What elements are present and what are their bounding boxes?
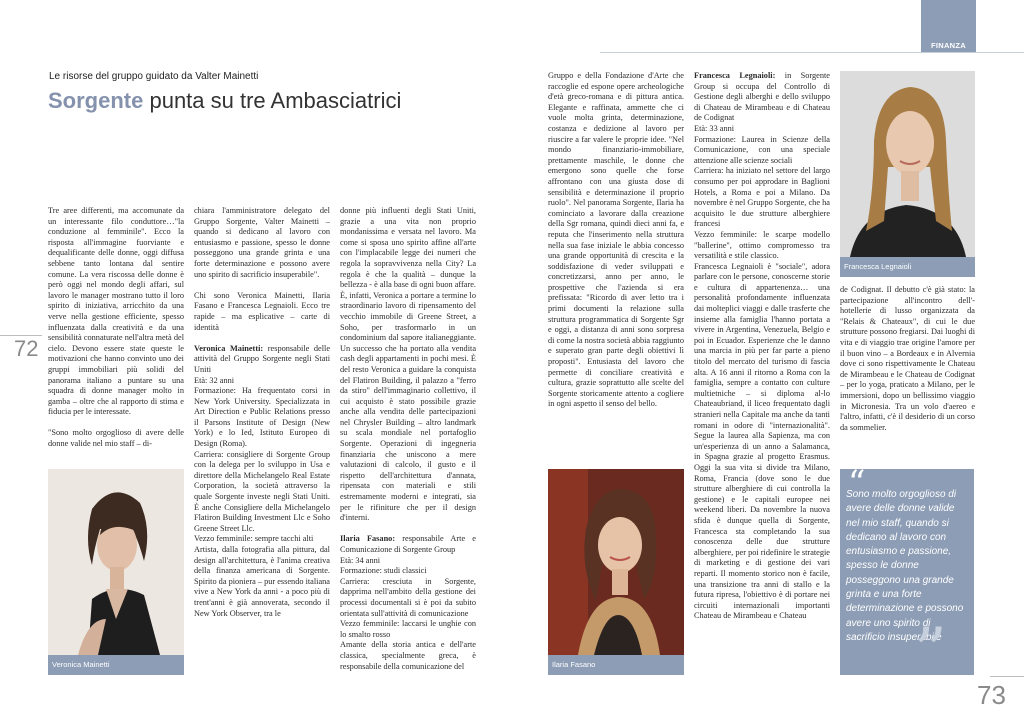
text-column-5 [694,71,830,691]
quote-close-icon: ” [914,615,947,689]
paragraph: donne più influenti degli Stati Uniti, grazie a una vita non proprio mondanissima e versata nel lavoro. Ma come si sposa uno spirito affine all'arte con l'implacabile legge dei numeri che regola la sopravvivenza nella City? La regola è che la qualità – dunque la bellezza - è alla base di ogni buon affare. È, infatti, Veronica a portare a termine lo straordinario lavoro di ripensamento del vecchio immobile di Greene Street, a Soho, per trasformarlo in un condominium dal sapore italianeggiante. Un successo che ha portato alla vendita cash degli appartamenti in pochi mesi. È del resto Veronica a guidare la conquista del Flatiron Building, il palazzo a "ferro da stiro" dell'immaginario collettivo, il cui acquisto è stato possibile grazie anche alla vendita delle partecipazioni nel Chrysler Building – altro landmark su scala mondiale nel portafoglio Sorgente. Operazioni di ingegneria finanziaria che uniscono a mere valutazioni di calcolo, il gusto e il rispetto dell'architettura d'annata, ripensata con materiali e stili estremamente moderni e integrati, sia per le rifiniture che per il design d'interni. [340,206,476,523]
portrait-francesca [840,71,975,257]
paragraph: chiara l'amministratore delegato del Gruppo Sorgente, Valter Mainetti – quando si dedicano al lavoro con entusiasmo e passione, spesso le donne posseggono una grande grinta e una forte determinazione e possono avere uno spirito di sacrificio insuperabile". [194,206,330,279]
photo-ilaria [548,469,684,655]
title-accent: Sorgente [48,88,144,113]
profile-francesca [694,71,830,622]
article-kicker: Le risorse del gruppo guidato da Valter Mainetti [49,71,259,82]
paragraph: "Sono molto orgoglioso di avere delle donne valide nel mio staff – di- [48,428,184,449]
text-column-2 [194,206,330,692]
portrait-ilaria [548,469,684,655]
title-rest: punta su tre Ambasciatrici [143,88,402,113]
photo-veronica [48,469,184,655]
profile-ilaria [340,534,476,672]
paragraph: Chi sono Veronica Mainetti, Ilaria Fasano e Francesca Legnaioli. Ecco tre rapide – ma esplicative – carte di identità [194,290,330,332]
text-column-1 [48,206,184,466]
text-column-4 [548,71,684,459]
photo-francesca [840,71,975,257]
text-column-6 [840,285,975,460]
section-label: FINANZA [930,41,966,50]
profile-text: in Sorgente Group si occupa del Controllo di Gestione degli alberghi e dello sviluppo di Chateau de Mirambeau e di Chateau de Codignat Età: 33 anni Formazione: Laurea in Scienze della Comunicazione, con una speciale attenzione alle scienze sociali Carriera: ha iniziato nel settore del largo consumo per poi approdare in Baglioni Hotels, a Roma e poi a Milano. Da novembre è nel Gruppo Sorgente, che ha acquisito le due strutture alberghiere francesi Vezzo femminile: le scarpe modello "ballerine", ottimo compromesso tra versatilità e stile classico. Francesca Legnaioli è "sociale", adora parlare con le persone, conoscerne storie e cultura di appartenenza… una personalità profondamente influenzata dai molteplici viaggi e dalle trasferte che insieme alla famiglia l'hanno portata a vivere in Argentina, Venezuela, Belgio e poi in Ecuador. Esperienze che le danno una marcia in più per far parte a pieno titolo del mercato del turismo di fascia alta. A 16 anni il ritorno a Roma con la famiglia, sempre a contatto con culture multietniche – si diploma al-lo Chateaubriand, il liceo frequentato dagli stranieri nella Capitale ma anche da tanti romani in odore di "internazionalità". Segue la laurea alla Sapienza, ma con un'esperienza di un anno a Salamanca, in Spagna grazie al progetto Erasmus. Oggi la sua vita si divide tra Milano, Roma, Francia (dove sono le due strutture alberghiere di cui controlla la gestione) e le capitali europee nei weekend liberi. Da novembre la nuova sfida è dunque quella di Sorgente, Francesca sta completando la sua conoscenza delle due strutture alberghiere, per poi ridefinire le strategie di marketing e di gestione dei vari reparti. Il momento storico non è facile, una transizione tra anni di stallo e la futura ripresa, l'obiettivo è di portare nei circuiti internazionali importanti Chateau de Mirambeau e Chateau [694,71,830,621]
photo-caption: Francesca Legnaioli [840,257,975,277]
pullquote-text: Sono molto orgoglioso di avere delle donne valide nel mio staff, quando si dedicano al lavoro con entusiasmo e passione, spesso le donne posseggono una grande grinta e una forte determinazione e possono avere uno spirito di sacrificio insuperabile [846,489,964,643]
article-title [48,88,401,114]
paragraph: Gruppo e della Fondazione d'Arte che raccoglie ed espone opere archeologiche d'età greco-romana e di pittura antica. Elegante e raffinata, ammette che ci vuole molta grinta, determinazione, costanza e dedizione al lavoro per riuscire a far valere le proprie idee. "Nel mondo finanziario-immobiliare, prettamente maschile, le donne che emergono sono quelle che forse affrontano con una giusta dose di sensibilità e determinazione il proprio ruolo". Nel panorama Sorgente, Ilaria ha cominciato a lavorare dalla creazione della Sgr romana, quindi dieci anni fa, e reputa che l'inserimento nella struttura nella sua fase iniziale le abbia concesso una grande opportunità di crescita e la soddisfazione di veder sviluppati e concretizzarsi, anno per anno, le prospettive che l'azienda si era prefissata: "Ricordo di aver letto tra i primi documenti la relazione sulla struttura programmatica di Sorgente Sgr e oggi, a distanza di anni sono sorpresa di come la nostra società abbia raggiunto e superato gran parte degli obiettivi lì proposti". Entusiasta del lavoro che permette di conciliare creatività e cultura, grazie soprattutto alle scelte del Sorgente storicamente attento a cogliere in ogni aspetto il senso del bello. [548,71,684,409]
profile-text: responsabile Arte e Comunicazione di Sorgente Group Età: 34 anni Formazione: studi classici Carriera: cresciuta in Sorgente, dapprima nell'ambito della gestione dei processi documentali si è poi da subito orientata sull'attività di comunicazione Vezzo femminile: laccarsi le unghie con lo smalto rosso Amante della storia antica e dell'arte classica, specialmente greca, è responsabile della comunicazione del [340,534,476,671]
profile-text: responsabile delle attività del Gruppo Sorgente negli Stati Uniti Età: 32 anni Formazione: Ha frequentato corsi in New York University. Specializzata in Art Direction e Public Relations presso il Parsons Institute of Design (New York) e lo Ied, Istituto Europeo di Design (Roma). Carriera: consigliere di Sorgente Group con la delega per lo sviluppo in Usa e direttore della Michelangelo Real Estate Corporation, la società attraverso la quale Sorgente investe negli Stati Uniti. È anche Consigliere della Michelangelo Flatiron Building Investment Llc e Soho Greene Street Llc. Vezzo femminile: sempre tacchi alti Artista, dalla fotografia alla pittura, dal design all'architettura, è l'anima creativa della finanza americana di Sorgente. Spirito da pioniera – pur essendo italiana vive a New York da anni - a poco più di trent'anni è già annoverata, secondo il New York Observer, tra le [194,343,330,618]
header-rule [600,52,1024,53]
photo-caption: Ilaria Fasano [548,655,684,675]
profile-veronica [194,344,330,619]
paragraph: de Codignat. Il debutto c'è già stato: la partecipazione all'incontro dell'-hotellerie di lusso organizzata da "Relais & Chateaux", di cui le due strutture possono fregiarsi. Dai luoghi di vita e di viaggio trae origine l'amore per il buon vino – a Bordeaux e in Alvernia dove ci sono rispettivamente le Chateau de Mirambeau e le Chateau de Codignat – per lo yoga, praticato a Milano, per le immersioni, dopo un bellissimo viaggio in Micronesia. Tra un volo d'aereo e l'altro, infatti, c'è il desiderio di un corso da sommelier. [840,285,975,432]
profile-name: Francesca Legnaioli: [694,71,776,80]
page-number-left: 72 [14,336,39,361]
profile-name: Ilaria Fasano: [340,534,396,544]
photo-caption: Veronica Mainetti [48,655,184,675]
page-number-rule-right [990,676,1024,677]
text-column-3 [340,206,476,692]
portrait-veronica [48,469,184,655]
paragraph: Tre aree differenti, ma accomunate da un interessante filo conduttore…"la conduzione al femminile". Ecco la risposta all'immagine fuorviante e dequalificante delle donne, oggi diffusa sebbene tanto lontana dal sentire comune. La vera riscossa delle donne è però oggi nel mondo degli affari, sul lavoro le manager mostrano tutto il loro spirito di iniziativa, arricchito da una verve nella gestione efficiente, spesso influenzata dalla creatività e da una sensibilità connaturate nell'altra metà del cielo. Devono essere state queste le motivazioni che hanno convinto uno dei gruppi immobiliari più solidi del panorama italiano a puntare su una squadra di donne manager molto in gamba – oltre che al rapporto di stima e fiducia per le interessate. [48,206,184,417]
page-number-right: 73 [977,680,1006,710]
profile-name: Veronica Mainetti: [194,343,264,353]
quote-open-icon: “ [848,463,866,503]
